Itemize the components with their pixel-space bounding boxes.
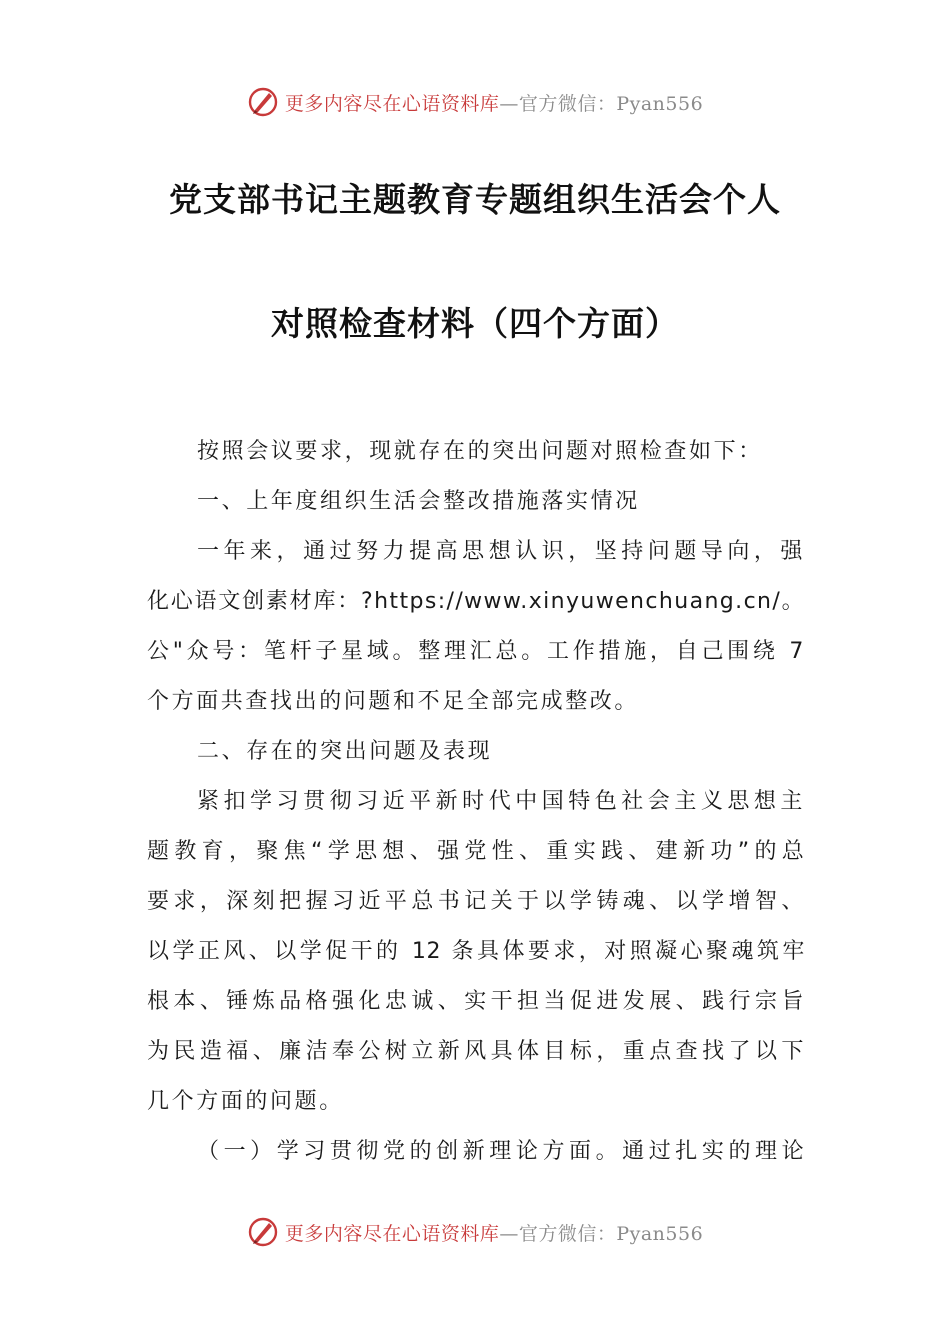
banner-wechat-account: 官方微信：Pyan556 — [518, 92, 704, 115]
paragraph-2-line-3: 公"众号：笔杆子星域。整理汇总。工作措施，自己围绕 7 — [147, 639, 805, 664]
section-heading-2: 二、存在的突出问题及表现 — [197, 739, 493, 764]
paragraph-intro: 按照会议要求，现就存在的突出问题对照检查如下： — [197, 439, 763, 464]
paragraph-3-line-1: 紧扣学习贯彻习近平新时代中国特色社会主义思想主 — [197, 789, 805, 814]
paragraph-3-line-4: 以学正风、以学促干的 12 条具体要求，对照凝心聚魂筑牢 — [147, 939, 805, 964]
paragraph-4-line-1: （一）学习贯彻党的创新理论方面。通过扎实的理论 — [197, 1139, 805, 1164]
banner-text — [285, 1219, 703, 1246]
section-heading-1: 一、上年度组织生活会整改措施落实情况 — [197, 489, 640, 514]
paragraph-3-line-5: 根本、锤炼品格强化忠诚、实干担当促进发展、践行宗旨 — [147, 989, 805, 1014]
paragraph-3-line-6: 为民造福、廉洁奉公树立新风具体目标，重点查找了以下 — [147, 1039, 805, 1064]
banner-dash: — — [499, 92, 519, 115]
paragraph-3-line-3: 要求，深刻把握习近平总书记关于以学铸魂、以学增智、 — [147, 889, 805, 914]
paragraph-2-line-4: 个方面共查找出的问题和不足全部完成整改。 — [147, 689, 640, 714]
banner-wechat-account: 官方微信：Pyan556 — [518, 1222, 704, 1245]
paragraph-2-line-1: 一年来，通过努力提高思想认识，坚持问题导向，强 — [197, 539, 805, 564]
paragraph-3-line-2: 题教育，聚焦“学思想、强党性、重实践、建新功”的总 — [147, 839, 805, 864]
paragraph-2-line-2: 化心语文创素材库：?https://www.xinyuwenchuang.cn/。 — [147, 589, 805, 614]
footer-banner — [0, 1212, 950, 1252]
banner-text — [285, 89, 703, 116]
document-title-line-2: 对照检查材料（四个方面） — [271, 304, 679, 343]
pen-circle-logo-icon — [247, 86, 279, 118]
banner-site-name: 更多内容尽在心语资料库 — [284, 92, 500, 115]
paragraph-3-line-7: 几个方面的问题。 — [147, 1089, 344, 1114]
document-title-line-1: 党支部书记主题教育专题组织生活会个人 — [169, 180, 781, 219]
banner-dash: — — [499, 1222, 519, 1245]
pen-circle-logo-icon — [247, 1216, 279, 1248]
banner-site-name: 更多内容尽在心语资料库 — [284, 1222, 500, 1245]
header-banner — [0, 82, 950, 122]
